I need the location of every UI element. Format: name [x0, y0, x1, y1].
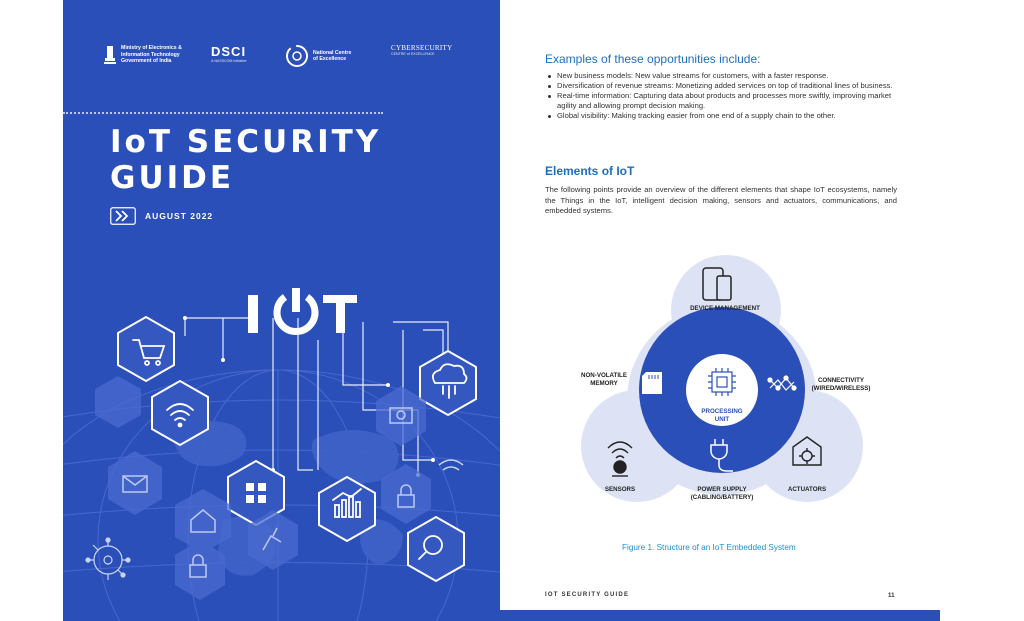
label-power-supply: POWER SUPPLY (CABLING/BATTERY) [690, 486, 754, 501]
meity-text: Ministry of Electronics & Information Technology Government of India [121, 45, 182, 65]
network-icon [86, 538, 130, 580]
list-item: Global visibility: Making tracking easier from one end of a supply chain to the other. [545, 111, 905, 121]
emblem-icon [103, 44, 117, 66]
cover-date-row [110, 207, 213, 225]
dsci-subtext: A NASSCOM Initiative [211, 59, 247, 63]
list-item: Diversification of revenue streams: Monetizing added services on top of traditional lines of business. [545, 81, 905, 91]
label-processing-unit: PROCESSING UNIT [701, 408, 743, 423]
page-number: 11 [888, 592, 895, 599]
ncoe-text: National Centre of Excellence [313, 49, 352, 62]
iot-logo [248, 288, 357, 333]
csc-subtext: CENTRE of EXCELLENCE [391, 52, 435, 56]
list-item: Real-time information: Capturing data about products and processes more swiftly, improving market agility and allowing prompt decision making. [545, 91, 905, 111]
elements-paragraph: The following points provide an overview of the different elements that shape IoT ecosystems, namely the Things in the IoT, intelligent decision making, sensors and actuators, communications, and embedded systems. [545, 185, 897, 215]
ncoe-logo [285, 44, 351, 68]
iot-embedded-diagram [575, 250, 871, 522]
cover-illustration [63, 0, 500, 621]
cover-date: AUGUST 2022 [145, 211, 214, 221]
figure-caption: Figure 1. Structure of an IoT Embedded System [622, 543, 796, 552]
footer-bar [500, 610, 940, 621]
label-connectivity: CONNECTIVITY (WIRED/WIRELESS) [811, 377, 871, 392]
cover-page [63, 0, 500, 621]
list-item: New business models: New value streams for customers, with a faster response. [545, 71, 905, 81]
shopping-cart-hex [118, 317, 174, 381]
heading-examples: Examples of these opportunities include: [545, 52, 761, 66]
heading-elements: Elements of IoT [545, 164, 635, 178]
wifi-icon [439, 460, 463, 470]
label-sensors: SENSORS [604, 486, 636, 493]
dsci-text: DSCI [211, 44, 247, 59]
meity-logo [103, 44, 182, 66]
dotted-divider [63, 112, 383, 114]
memory-card-icon [642, 372, 662, 394]
ncoe-icon [285, 44, 309, 68]
label-actuators: ACTUATORS [787, 486, 827, 493]
footer-title: IOT SECURITY GUIDE [545, 592, 630, 598]
content-page [500, 0, 1024, 621]
csc-logo [391, 44, 452, 56]
search-hex [408, 517, 464, 581]
csc-text: CYBERSECURITY [391, 44, 453, 52]
partner-logos [63, 44, 500, 80]
chevron-double-right-icon [110, 207, 136, 225]
cover-title: IoT SECURITY GUIDE [110, 124, 382, 196]
dsci-logo [211, 44, 247, 63]
label-device-management: DEVICE MANAGEMENT [690, 305, 760, 312]
opportunities-list [545, 71, 905, 121]
label-non-volatile-memory: NON-VOLATILE MEMORY [581, 372, 627, 387]
